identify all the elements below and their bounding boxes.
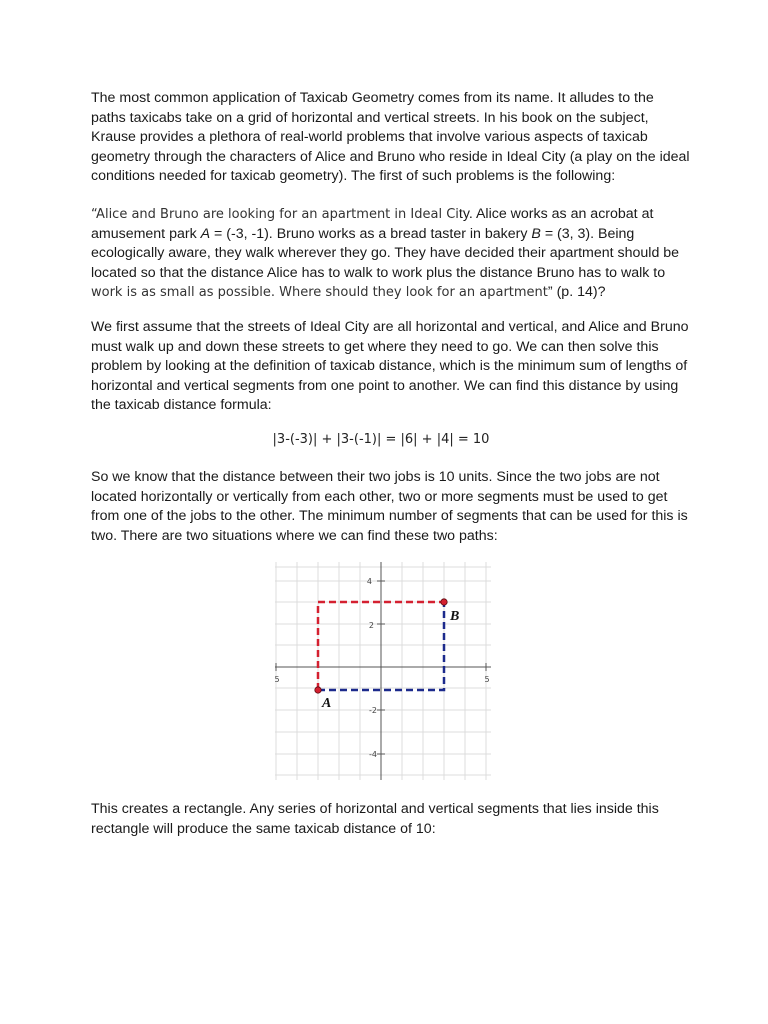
paragraph-quote — [91, 205, 691, 303]
point-a-label: A — [322, 696, 332, 711]
quote-text-2: ty. Alice works as an acrobat at amusement park — [91, 206, 654, 242]
tick-label-y-4: 4 — [366, 577, 372, 586]
tick-label-y-neg2: -2 — [369, 706, 377, 715]
tick-label-y-neg4: -4 — [369, 750, 377, 759]
paragraph-distance: So we know that the distance between their two jobs is 10 units. Since the two jobs are not located horizontally or vertically from each other, two or more segments must be used to get from one of the jobs to the other. The minimum number of segments that can be used for this is two. There are two situations where we can find these two paths: — [91, 469, 688, 544]
paragraph-rectangle: This creates a rectangle. Any series of horizontal and vertical segments that lies inside this rectangle will produce the same taxicab distance of 10: — [91, 801, 659, 837]
quote-text-6: ” (p. 14)? — [547, 284, 606, 300]
tick-label-x-right: 5 — [484, 675, 490, 684]
point-a-variable: A — [200, 225, 211, 242]
point-b-label: B — [450, 609, 460, 624]
tick-label-x-left: 5 — [274, 675, 280, 684]
quote-text-1: “Alice and Bruno are looking for an apartment in Ideal Ci — [91, 207, 459, 222]
tick-label-y-2: 2 — [368, 621, 374, 630]
taxicab-grid-figure — [275, 562, 491, 780]
grid-lines — [275, 562, 491, 780]
quote-text-3: = (-3, -1). Bruno works as a bread taster in bakery — [210, 225, 532, 242]
point-a-marker — [315, 687, 321, 693]
paragraph-assumption: We first assume that the streets of Ideal City are all horizontal and vertical, and Alice and Bruno must walk up and down these streets to get where they need to go. We can then solve this problem by looking at the definition of taxicab distance, which is the minimum sum of lengths of horizontal and vertical segments from one point to another. We can find this distance by using the taxicab distance formula: — [91, 319, 689, 413]
point-b-variable: B — [531, 225, 541, 242]
point-b-marker — [441, 599, 447, 605]
quote-text-4: = (3, 3). Being ecologically aware, they walk wherever they go. They have decided their apartment should be located so that the distance Alice has to walk to work plus the distance Bruno has to walk to — [91, 225, 680, 281]
taxicab-formula: |3-(-3)| + |3-(-1)| = |6| + |4| = 10 — [272, 432, 490, 447]
paragraph-intro: The most common application of Taxicab Geometry comes from its name. It alludes to the paths taxicabs take on a grid of horizontal and vertical streets. In his book on the subject, Krause provides a plethora of real-world problems that involve various aspects of taxicab geometry through the characters of Alice and Bruno who reside in Ideal City (a play on the ideal conditions needed for taxicab geometry). The first of such problems is the following: — [91, 90, 690, 184]
quote-text-5: work is as small as possible. Where should they look for an apartment — [91, 285, 548, 300]
